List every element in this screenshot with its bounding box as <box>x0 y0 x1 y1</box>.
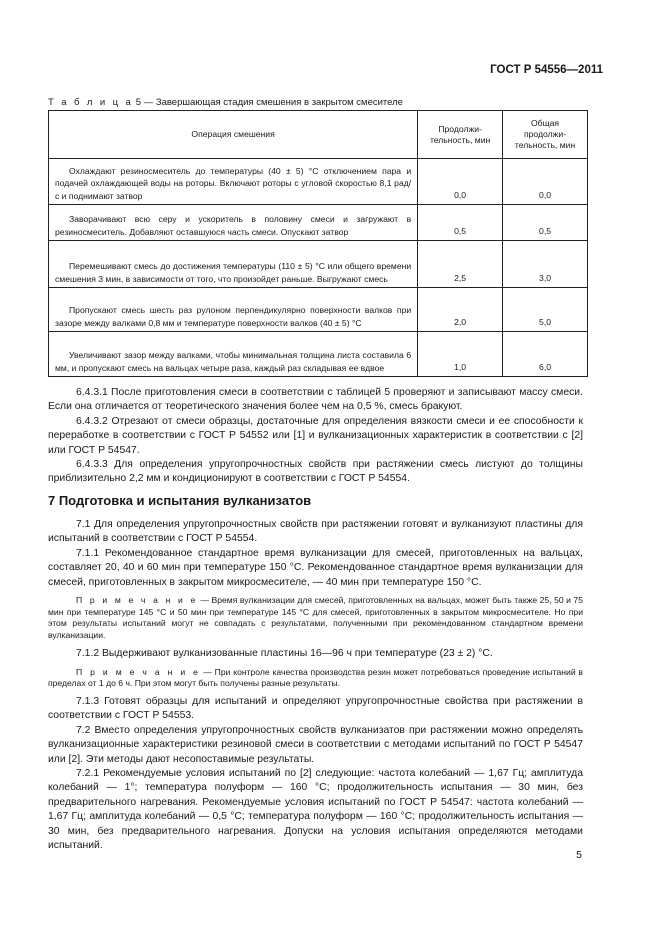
section-6-4-3 <box>48 386 583 487</box>
document-header: ГОСТ Р 54556—2011 <box>490 64 603 76</box>
section-7 <box>48 494 583 508</box>
header-total: Общая продолжи-тельность, мин <box>503 111 588 159</box>
duration-cell: 1,0 <box>418 332 503 377</box>
duration-cell: 0,0 <box>418 159 503 205</box>
note-1-text: — Время вулканизации для смесей, приготовленных на вальцах, может быть также 25, 50 и 75 мин при температуре 145 °С и 50 мин при температуре 145 °С для смесей, приготовленных в закрытом микросмесителе. Но при этом результаты испытаний могут не совпадать с результатами, полученными при рекомендованном стандартном времени вулканизации. <box>48 595 583 640</box>
table-caption-text: 5 — Завершающая стадия смешения в закрытом смесителе <box>135 97 403 108</box>
section-7-body <box>48 518 583 853</box>
paragraph-6-4-3-2: 6.4.3.2 Отрезают от смеси образцы, достаточные для определения вязкости смеси и ее способности к переработке в соответствии с ГОСТ Р 54552 или [1] и вулканизационных характеристик в соответствии с [2] или ГОСТ Р 54547. <box>48 415 583 456</box>
paragraph-7-1-1: 7.1.1 Рекомендованное стандартное время вулканизации для смесей, приготовленных на вальцах, составляет 20, 40 и 60 мин при температуре 150 °С. Рекомендованное стандартное время вулканизации для смесей, приготовленных в закрытом микросмесителе, — 40 мин при температуре 150 °С. <box>48 547 583 588</box>
table-header-row <box>49 111 588 159</box>
duration-cell: 2,5 <box>418 241 503 288</box>
table-row <box>49 241 588 288</box>
paragraph-7-1: 7.1 Для определения упругопрочностных свойств при растяжении готовят и вулканизуют пластины для испытаний в соответствии с ГОСТ Р 54554. <box>48 519 583 545</box>
paragraph-7-1-3: 7.1.3 Готовят образцы для испытаний и определяют упругопрочностные свойства при растяжении в соответствии с ГОСТ Р 54553. <box>48 696 583 722</box>
operation-cell: Пропускают смесь шесть раз рулоном перпендикулярно поверхности валков при зазоре между валками 0,8 мм и температуре поверхности валков (40 ± 5) °С <box>49 288 418 332</box>
table-row <box>49 332 588 377</box>
operation-cell: Перемешивают смесь до достижения температуры (110 ± 5) °С или общего времени смешения 3 мин, в зависимости от того, что произойдет раньше. Выгружают смесь <box>49 241 418 288</box>
note-2-label: П р и м е ч а н и е <box>76 666 201 677</box>
table-caption-label: Т а б л и ц а <box>48 97 134 108</box>
paragraph-6-4-3-1: 6.4.3.1 После приготовления смеси в соответствии с таблицей 5 проверяют и записывают массу смеси. Если она отличается от теоретического значения более чем на 0,5 %, смесь бракуют. <box>48 387 583 413</box>
total-cell: 0,0 <box>503 159 588 205</box>
duration-cell: 2,0 <box>418 288 503 332</box>
total-cell: 6,0 <box>503 332 588 377</box>
duration-cell: 0,5 <box>418 205 503 241</box>
table-row <box>49 288 588 332</box>
operation-cell: Охлаждают резиносмеситель до температуры (40 ± 5) °С отключением пара и подачей охлаждающей воды на роторы. Включают роторы с угловой скоростью 8,1 рад/с и поднимают затвор <box>49 159 418 205</box>
note-2-text: — При контроле качества производства резин может потребоваться проведение испытаний в пределах от 1 до 6 ч. При этом могут быть получены разные результаты. <box>48 666 583 689</box>
paragraph-7-1-2: 7.1.2 Выдерживают вулканизованные пластины 16—96 ч при температуре (23 ± 2) °С. <box>76 648 493 660</box>
table-row <box>49 205 588 241</box>
note-1 <box>48 595 583 641</box>
page-number: 5 <box>576 849 582 861</box>
header-duration: Продолжи-тельность, мин <box>418 111 503 159</box>
section-7-heading: 7 Подготовка и испытания вулканизатов <box>48 493 312 508</box>
total-cell: 0,5 <box>503 205 588 241</box>
note-1-label: П р и м е ч а н и е <box>76 595 198 606</box>
table-row <box>49 159 588 205</box>
operation-cell: Заворачивают всю серу и ускоритель в половину смеси и загружают в резиносмеситель. Добавляют оставшуюся часть смеси. Опускают затвор <box>49 205 418 241</box>
paragraph-6-4-3-3: 6.4.3.3 Для определения упругопрочностных свойств при растяжении смесь листуют до толщины приблизительно 2,2 мм и кондиционируют в соответствии с ГОСТ Р 54554. <box>48 459 583 485</box>
paragraph-7-2-1: 7.2.1 Рекомендуемые условия испытаний по [2] следующие: частота колебаний — 1,67 Гц; амплитуда колебаний — 1°; температура полуформ — 160 °С; продолжительность испытания — 30 мин, без предварительного нагревания. Рекомендуемые условия испытаний по ГОСТ Р 54547: частота колебаний — 1,67 Гц; амплитуда колебаний — 0,5 °С; температура полуформ — 160 °С; продолжительность испытания — 30 мин, без предварительного нагревания. Допуски на условия испытания определяются методами испытаний. <box>48 768 583 852</box>
note-2 <box>48 667 583 690</box>
total-cell: 5,0 <box>503 288 588 332</box>
operation-cell: Увеличивают зазор между валками, чтобы минимальная толщина листа составила 6 мм, и пропускают смесь на вальцах четыре раза, каждый раз складывая ее вдвое <box>49 332 418 377</box>
total-cell: 3,0 <box>503 241 588 288</box>
header-operation: Операция смешения <box>49 111 418 159</box>
table-caption <box>48 97 403 108</box>
mixing-table <box>48 110 588 377</box>
paragraph-7-2: 7.2 Вместо определения упругопрочностных свойств вулканизатов при растяжении можно определять вулканизационные характеристики резиновой смеси в соответствии с методами испытаний по ГОСТ Р 54547 или [2]. Эти методы дают несопоставимые результаты. <box>48 724 583 765</box>
